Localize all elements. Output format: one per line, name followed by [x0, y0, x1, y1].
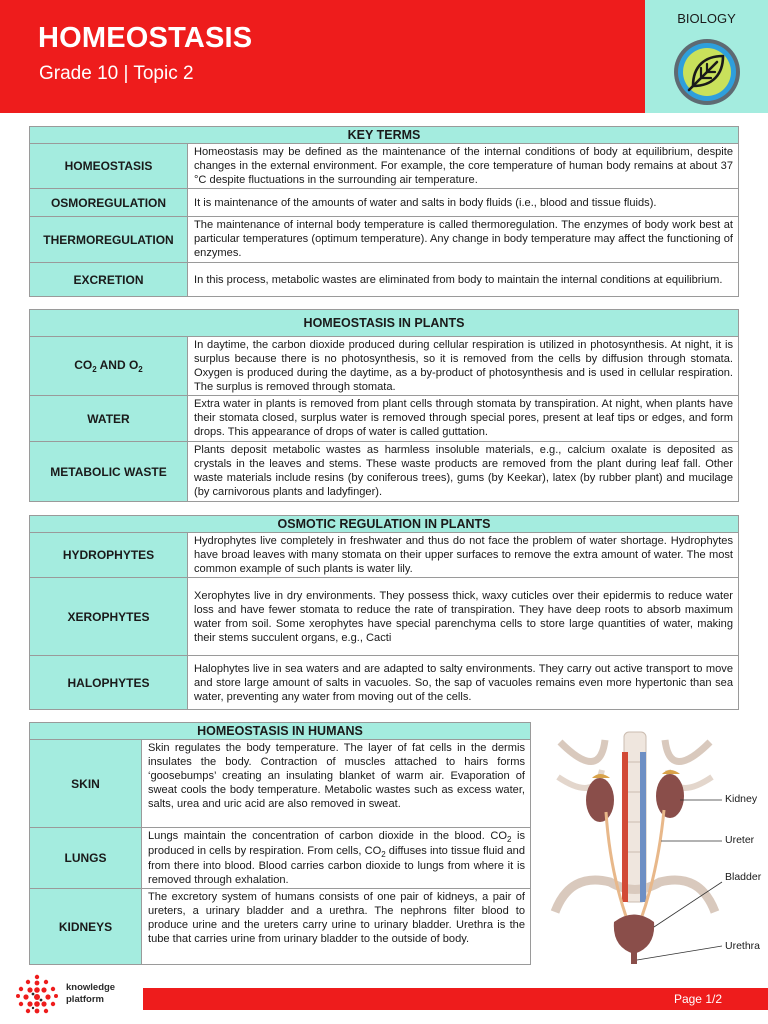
term-text: CO: [74, 358, 93, 372]
subscript: 2: [92, 365, 97, 374]
table-row: [30, 144, 739, 189]
label-ureter: Ureter: [725, 834, 755, 846]
knowledge-platform-logo: [14, 972, 139, 1018]
description-cell: Plants deposit metabolic wastes as harmless insoluble materials, e.g., calcium oxalate is deposited as crystals in the leaves and stems. These waste products are removed from the plant during leaf fall. Other waste materials include resins (by coniferous trees), gums (by Keekar), latex (by rubber plant) and mucilage (by carnivorous plants and ladyfinger).: [188, 442, 739, 502]
term-text: AND O: [96, 358, 139, 372]
osmotic-table: [29, 515, 739, 710]
term-cell: THERMOREGULATION: [30, 217, 188, 263]
table-row: [30, 442, 739, 502]
plants-heading: HOMEOSTASIS IN PLANTS: [30, 310, 739, 337]
table-row: [30, 533, 739, 578]
subject-label: BIOLOGY: [677, 11, 736, 26]
table-row: [30, 337, 739, 396]
term-cell: XEROPHYTES: [30, 578, 188, 656]
subject-panel: [645, 0, 768, 113]
osmotic-heading: OSMOTIC REGULATION IN PLANTS: [30, 516, 739, 533]
desc-text: Lungs maintain the concentration of carbon dioxide in the blood. CO: [148, 830, 507, 842]
logo-text-line1: knowledge: [66, 982, 116, 993]
label-bladder: Bladder: [725, 871, 762, 883]
page-header: [0, 0, 645, 113]
page-subtitle: Grade 10 | Topic 2: [39, 63, 194, 84]
subscript: 2: [381, 850, 386, 859]
term-cell: HYDROPHYTES: [30, 533, 188, 578]
term-cell: METABOLIC WASTE: [30, 442, 188, 502]
description-cell: The excretory system of humans consists of one pair of kidneys, a pair of ureters, a urinary bladder and a urethra. The nephrons filter blood to produce urine and the ureters carry urine to urinary bladder. Urethra is the tube that carries urine from urinary bladder to the outside of body.: [142, 889, 531, 965]
desc-text: is produced in cells by respiration. From cells, CO: [148, 830, 526, 857]
logo-mark-icon: [14, 972, 60, 1018]
description-cell: In this process, metabolic wastes are eliminated from body to maintain the internal conditions at equilibrium.: [188, 263, 739, 297]
description-cell: Halophytes live in sea waters and are adapted to salty environments. They carry out active transport to move and store large amount of salts in vacuoles. So, the sap of vacuoles remains even more hypertonic than sea water, preventing any water from moving out of the cells.: [188, 656, 739, 710]
table-row: [30, 828, 531, 889]
label-kidney: Kidney: [725, 793, 758, 805]
table-row: [30, 396, 739, 442]
subscript: 2: [506, 835, 512, 844]
description-cell: Hydrophytes live completely in freshwater and thus do not face the problem of water shortage. Hydrophytes have broad leaves with many stomata on their upper surfaces to remove the extra amount of water. The most common example of such plants is water lily.: [188, 533, 739, 578]
table-row: [30, 656, 739, 710]
term-cell: SKIN: [30, 740, 142, 828]
term-cell: HOMEOSTASIS: [30, 144, 188, 189]
description-cell: It is maintenance of the amounts of water and salts in body fluids (i.e., blood and tissue fluids).: [188, 189, 739, 217]
table-row: [30, 578, 739, 656]
term-cell: [30, 337, 188, 396]
table-row: [30, 889, 531, 965]
table-row: [30, 263, 739, 297]
subscript: 2: [138, 365, 143, 374]
description-cell: In daytime, the carbon dioxide produced during cellular respiration is utilized in photosynthesis. At night, it is surplus because there is no photosynthesis, so it is removed from the cells by diffusion through stomata. Oxygen is produced during the daytime, as a by-product of photosynthesis and is used in cellular respiration. The surplus is removed through stomata.: [188, 337, 739, 396]
description-cell: [142, 828, 531, 889]
term-cell: EXCRETION: [30, 263, 188, 297]
description-cell: Skin regulates the body temperature. The layer of fat cells in the dermis insulates the body. Contraction of muscles attached to hairs forms ‘goosebumps’ creating an insulating blanket of warm air. Evaporation of sweat cools the body temperature. Metabolic wastes such as excess water, salts, urea and uric acid are also removed in sweat.: [142, 740, 531, 828]
table-row: [30, 217, 739, 263]
leaf-icon: [671, 36, 743, 108]
table-row: [30, 189, 739, 217]
humans-table: [29, 722, 531, 965]
term-cell: LUNGS: [30, 828, 142, 889]
term-cell: WATER: [30, 396, 188, 442]
description-cell: Homeostasis may be defined as the maintenance of the internal conditions of body at equilibrium, despite changes in the external environment. For example, the core temperature of human body remains at about 37 °C despite fluctuations in the surrounding air temperature.: [188, 144, 739, 189]
term-cell: KIDNEYS: [30, 889, 142, 965]
humans-heading: HOMEOSTASIS IN HUMANS: [30, 723, 531, 740]
key-terms-table: [29, 126, 739, 297]
page-title: HOMEOSTASIS: [38, 22, 253, 54]
key-terms-heading: KEY TERMS: [30, 127, 739, 144]
label-urethra: Urethra: [725, 940, 761, 952]
term-cell: OSMOREGULATION: [30, 189, 188, 217]
term-cell: HALOPHYTES: [30, 656, 188, 710]
description-cell: Extra water in plants is removed from plant cells through stomata by transpiration. At night, when plants have their stomata closed, surplus water is removed through special pores, present at leaf tips or edges, and form drops. This appearance of drops of water is called guttation.: [188, 396, 739, 442]
table-row: [30, 740, 531, 828]
desc-text: diffuses into tissue fluid and from there into blood. Blood carries carbon dioxide to lungs from where it is removed through exhalation.: [148, 845, 526, 886]
page-footer: [143, 988, 768, 1010]
description-cell: Xerophytes live in dry environments. They possess thick, waxy cuticles over their epidermis to reduce water loss and have fewer stomata to reduce the rate of transpiration. They have deep roots to absorb maximum water from soil. Some xerophytes have special parenchyma cells to store large quantities of water, making their stems succulent organs, e.g., Cacti: [188, 578, 739, 656]
description-cell: The maintenance of internal body temperature is called thermoregulation. The enzymes of body work best at particular temperatures (optimum temperature). Any change in body temperature may affect the functioning of enzymes.: [188, 217, 739, 263]
logo-text-line2: platform: [66, 994, 104, 1005]
urinary-system-figure: [540, 722, 768, 967]
page-number: Page 1/2: [673, 992, 722, 1006]
plants-table: [29, 309, 739, 502]
